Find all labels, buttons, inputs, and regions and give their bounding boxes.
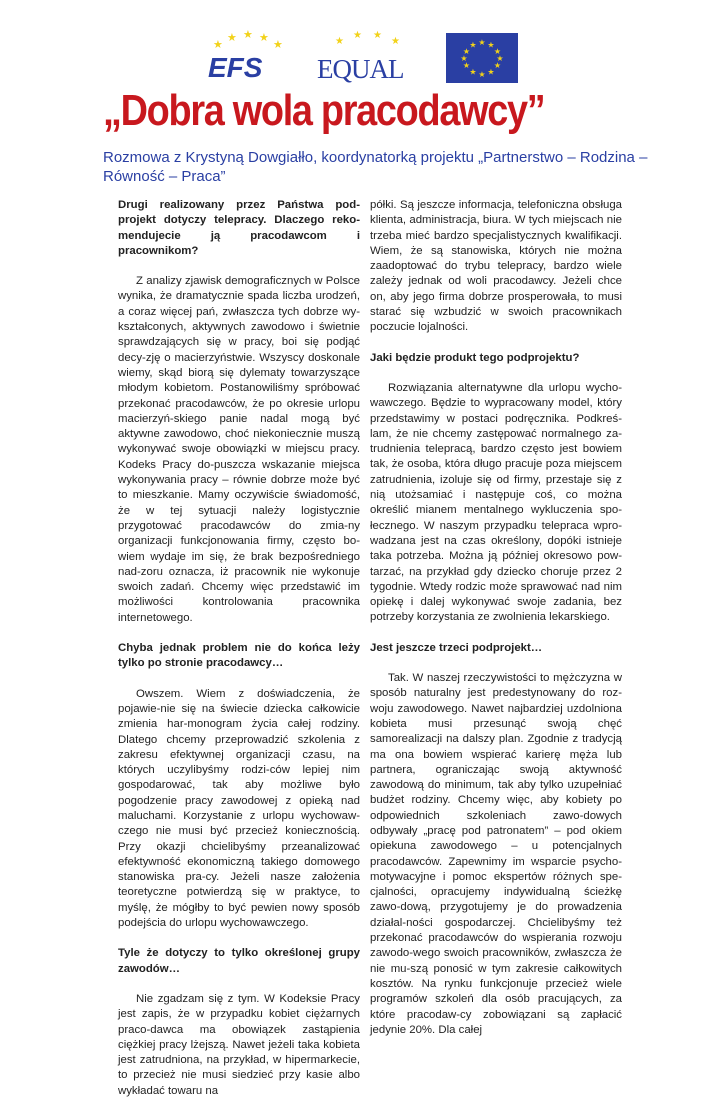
svg-text:★: ★	[493, 47, 502, 56]
svg-text:★: ★	[496, 54, 504, 63]
svg-text:★: ★	[478, 70, 486, 79]
efs-logo	[205, 28, 295, 86]
eu-flag-icon	[446, 33, 518, 83]
svg-text:★: ★	[273, 38, 283, 51]
answer-paragraph: Nie zgadzam się z tym. W Kodeksie Pracy jest zapis, że w przypadku kobiet ciężarnych praco-dawca ma obowiązek zastąpienia ciężkiej pracy lżejszą. Nawet jeżeli taka kobieta jest zatrudniona, na przykład, w hipermarkecie, to przecież nie musi siedzieć przy kasie albo wykładać towaru na	[118, 992, 360, 1097]
svg-text:★: ★	[460, 54, 468, 63]
svg-text:★: ★	[487, 67, 495, 77]
svg-text:★: ★	[213, 38, 223, 51]
svg-text:★: ★	[478, 38, 486, 47]
svg-text:★: ★	[391, 36, 400, 47]
svg-text:★: ★	[493, 61, 502, 70]
answer-paragraph: Rozwiązania alternatywne dla urlopu wycho-wawczego. Będzie to wypracowany model, który przedstawimy w postaci podręcznika. Podkreś-lam, że nie chcemy zastępować normalnego za-trudnienia telepracą, bardzo często jest bowiem tak, że osoba, która długo pracuje poza miejscem zatrudnienia, izoluje się od firmy, przestaje się z nią utożsamiać i następuje coś, co można określić mianem mentalnego wykluczenia spo-łecznego. W naszym przypadku telepraca wpro-wadzana jest na czas określony, dopóki istnieje taka potrzeba. Można ją później okresowo pow-tarzać, na przykład gdy dziecko choruje przez 2 tygodnie. Wtedy rodzic może sprawować nad nim opiekę i dalej wykonywać swoje zadania, bez potrzeby korzystania ze zwolnienia lekarskiego.	[370, 381, 622, 624]
equal-logo-text: EQUAL	[317, 54, 404, 84]
answer-paragraph: półki. Są jeszcze informacja, telefoniczna obsługa klienta, administracja, biura. W tych miejscach nie trzeba mieć bardzo specjalistycznych kwalifikacji. Wiem, że są stanowiska, których nie można zaadoptować do trybu telepracy, bardzo wiele zależy jednak od woli pracodawcy. Jeżeli chce on, aby jego firma dobrze prosperowała, to musi starać się wzbudzić w swoich pracownikach poczucie lojalności.	[370, 199, 622, 334]
question: Jest jeszcze trzeci podprojekt…	[370, 641, 543, 654]
question: Chyba jednak problem nie do końca leży tylko po stronie pracodawcy…	[118, 642, 360, 670]
svg-text:★: ★	[469, 67, 477, 77]
svg-text:★: ★	[227, 31, 237, 44]
svg-text:★: ★	[487, 40, 495, 50]
left-column	[118, 198, 360, 1114]
answer-paragraph: Tak. W naszej rzeczywistości to mężczyzna w sposób naturalny jest predestynowany do roz-woju zawodowego. Nawet najbardziej uzdolniona kobieta musi przesunąć swoją chęć samorealizacji na dalszy plan. Zgodnie z tradycją ma ona bowiem wspierać karierę męża lub partnera, ograniczając swoją aktywność zawodową do minimum, tak aby tylko uzupełniać budżet rodziny. Chcemy więc, aby kobiety po odpowiednich szkoleniach zawo-dowych odbywały „pracę pod patronatem” – pod okiem opiekuna zawodowego – u potencjalnych pracodawców. Zapewnimy im wsparcie psycho-motywacyjne i pomoc ekspertów różnych spe-cjalności, opracujemy indywidualną ścieżkę zawo-dową, przygotujemy je do prowadzenia działal-ności gospodarczej. Chcielibyśmy też przekonać pracodawców do wspierania rozwoju zawodo-wego swoich pracowników, zwłaszcza że nie mu-szą ponosić w tym zakresie całkowitych kosztów. Na rynku funkcjonuje przecież wiele programów szkoleń dla osób pracujących, za które pracodaw-cy zobowiązani są zapłacić jedynie 20%. Dla całej	[370, 672, 622, 1036]
svg-text:★: ★	[373, 30, 382, 41]
svg-text:★: ★	[462, 47, 471, 56]
efs-stars-icon	[213, 28, 283, 51]
right-column	[370, 198, 622, 1053]
svg-text:★: ★	[335, 36, 344, 47]
svg-text:★: ★	[462, 61, 471, 70]
equal-logo	[315, 32, 415, 86]
logo-bar	[0, 30, 724, 90]
question: Jaki będzie produkt tego podprojektu?	[370, 351, 580, 364]
answer-paragraph: Owszem. Wiem z doświadczenia, że pojawie-nie się na świecie dziecka całkowicie zmienia har-monogram życia całej rodziny. Dlatego chcemy przeprowadzić szkolenia z zakresu efektywnej organizacji czasu, na których uczylibyśmy rodzi-ców lepiej nim gospodarować, tak aby możliwe było pogodzenie pracy zawodowej z opieką nad maluchami. Korzystanie z urlopu wychowaw-czego nie musi być przecież koniecznością. Przy okazji chcielibyśmy przeanalizować efektywność ekonomiczną takiego domowego stanowiska pra-cy. Jeżeli nasze założenia teoretyczne potwierdzą się w praktyce, to myślę, że mógłby to być pewien nowy sposób podejścia do urlopu wychowawczego.	[118, 687, 360, 930]
equal-stars-icon	[335, 30, 400, 47]
question: Tyle że dotyczy to tylko określonej grupy zawodów…	[118, 947, 360, 975]
answer-paragraph: Z analizy zjawisk demograficznych w Polsce wynika, że dramatycznie spada liczba urodzeń, a coraz więcej pań, zwłaszcza tych dobrze wy-kształconych, aktywnych zawodowo i świetnie sprawdzających się w pracy, boi się podjąć decy-zję o macierzyństwie. Wszyscy doskonale wiemy, skąd biorą się dylematy towarzyszące młodym kobietom. Postanowiliśmy spróbować przekonać pracodawców, że po okresie urlopu macierzyń-skiego panie nadal mogą być aktywne zawodowo, choć niekoniecznie muszą wykonywać swoje obowiązki w miejscu pracy. Kodeks Pracy do-puszcza wskazanie miejsca wykonywania pracy – równie dobrze może być to mieszkanie. Mamy oczywiście świadomość, że w tej sytuacji należy logistycznie przygotować pracodawców do zmia-ny organizacji funkcjonowania firmy, często bo-wiem wydaje im się, że brak bezpośredniego nad-zoru oznacza, iż pracownik nie wykonuje swoich zadań. Chcemy więc przedstawić im możliwości kontrolowania pracownika internetowego.	[118, 275, 360, 624]
efs-logo-text: EFS	[208, 52, 263, 83]
svg-text:★: ★	[353, 30, 362, 41]
svg-text:★: ★	[243, 28, 253, 41]
svg-text:★: ★	[259, 31, 269, 44]
page-subtitle: Rozmowa z Krystyną Dowgiałło, koordynatorką projektu „Partnerstwo – Rodzina – Równość – Praca”	[103, 149, 648, 185]
page-title: „Dobra wola pracodawcy”	[103, 86, 545, 135]
question: Drugi realizowany przez Państwa pod-projekt dotyczy telepracy. Dlaczego reko-mendujecie ją pracodawcom i pracownikom?	[118, 199, 360, 257]
svg-text:★: ★	[469, 40, 477, 50]
